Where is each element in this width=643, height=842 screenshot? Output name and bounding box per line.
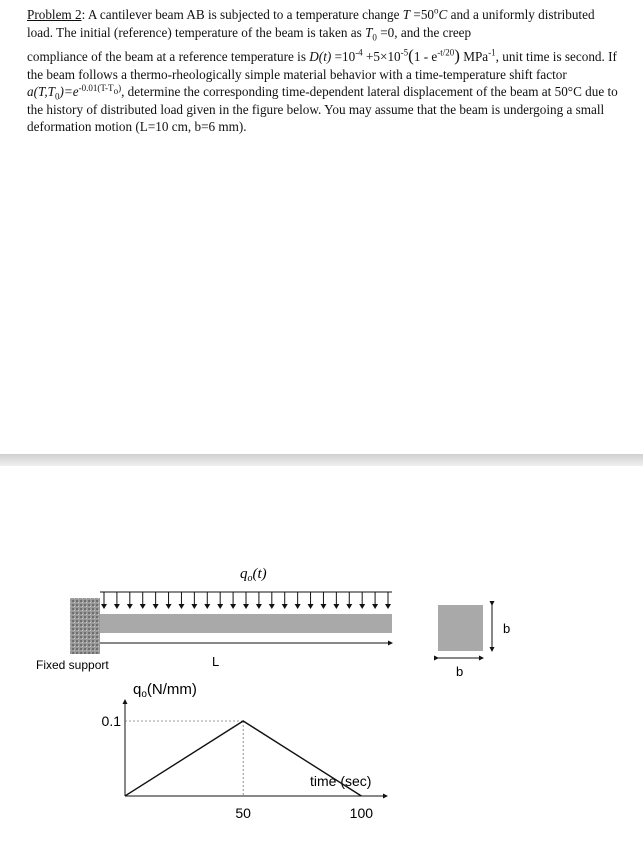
chart-x-label: time (sec) (310, 773, 372, 789)
compliance-exp-2: -5 (400, 47, 409, 58)
shift-factor-eq: )=e (59, 84, 79, 99)
load-arrow-head (269, 604, 275, 609)
load-arrow-head (308, 604, 314, 609)
x-tick-label: 100 (349, 805, 374, 821)
shift-factor-sub: 0 (54, 91, 60, 102)
ref-temperature-value: =0 (376, 24, 395, 40)
length-label: L (212, 654, 220, 669)
compliance-exp-3: -t/20 (437, 47, 455, 58)
ref-temperature-sub: 0 (372, 32, 377, 43)
problem-text-7: , determine the corresponding time-dependent lateral displacement of the beam at 50°C due to the history of distributed load given in the figure below. You may assume that the beam is undergoing a small deformation motion (L=10 cm, b=6 mm). (27, 84, 618, 134)
load-arrow-head (282, 604, 288, 609)
fixed-support-label: Fixed support (36, 658, 109, 672)
load-arrow-head (320, 604, 326, 609)
problem-text-6: is second. If the beam follows a thermo-rheologically simple material behavior with a time-temperature shift factor (27, 49, 617, 82)
compliance-eq-2: +5×10 (362, 49, 401, 64)
load-arrow-head (295, 604, 301, 609)
load-arrow-head (372, 604, 378, 609)
temperature-value: =50 (410, 7, 435, 22)
compliance-exp-1: -4 (355, 47, 363, 58)
load-arrow-head (333, 604, 339, 609)
shift-factor-exp: -0.01(T-To) (78, 82, 122, 96)
load-arrow-head (243, 604, 249, 609)
problem-text-2: and a uniformly distributed load. The initial (reference) temperature of the beam is taken as (27, 7, 595, 40)
load-arrow-head (114, 604, 120, 609)
problem-text-3: , and the creep (394, 24, 472, 40)
compliance-unit: MPa (459, 49, 489, 64)
x-tick-label: 50 (235, 805, 251, 821)
load-arrow-head (346, 604, 352, 609)
compliance-symbol: D(t) (309, 49, 332, 64)
section-height-label: b (503, 621, 511, 636)
chart-y-label: $q_o(N/mm)$ (133, 681, 197, 700)
paren-close: ) (454, 46, 460, 65)
beam (100, 614, 392, 633)
compliance-exp-term: 1 - e (413, 49, 438, 64)
problem-text-4: compliance of the beam at a reference temperature is (27, 49, 310, 64)
celsius-symbol: C (438, 7, 448, 22)
load-arrow-head (127, 604, 133, 609)
degree-symbol: o (434, 5, 439, 16)
y-tick-label: 0.1 (101, 713, 121, 729)
fixed-support-wall (70, 598, 100, 654)
distributed-load-arrows (100, 592, 392, 609)
load-arrow-head (230, 604, 236, 609)
load-arrow-head (204, 604, 210, 609)
problem-text-5: , unit time (495, 49, 550, 64)
load-arrow-head (217, 604, 223, 609)
load-history-chart (102, 681, 387, 821)
problem-label: Problem 2 (27, 7, 82, 22)
compliance-unit-exp: -1 (488, 47, 496, 58)
load-arrow-head (166, 604, 172, 609)
section-width-label: b (456, 664, 464, 679)
load-arrow-head (153, 604, 159, 609)
temperature-symbol: T (402, 7, 411, 22)
shift-factor-symbol: a(T,T (27, 84, 55, 99)
problem-text-1: : A cantilever beam AB is subjected to a temperature change (81, 7, 403, 22)
cross-section (438, 605, 483, 651)
paren-open: ( (408, 46, 414, 65)
load-label: $q_o(t)$ (240, 566, 267, 584)
load-arrow-head (256, 604, 262, 609)
ref-temperature-symbol: T (365, 24, 373, 40)
compliance-eq-1: =10 (331, 49, 356, 64)
load-arrow-head (385, 604, 391, 609)
load-arrow-head (191, 604, 197, 609)
load-arrow-head (101, 604, 107, 609)
load-arrow-head (140, 604, 146, 609)
load-arrow-head (359, 604, 365, 609)
load-arrow-head (178, 604, 184, 609)
